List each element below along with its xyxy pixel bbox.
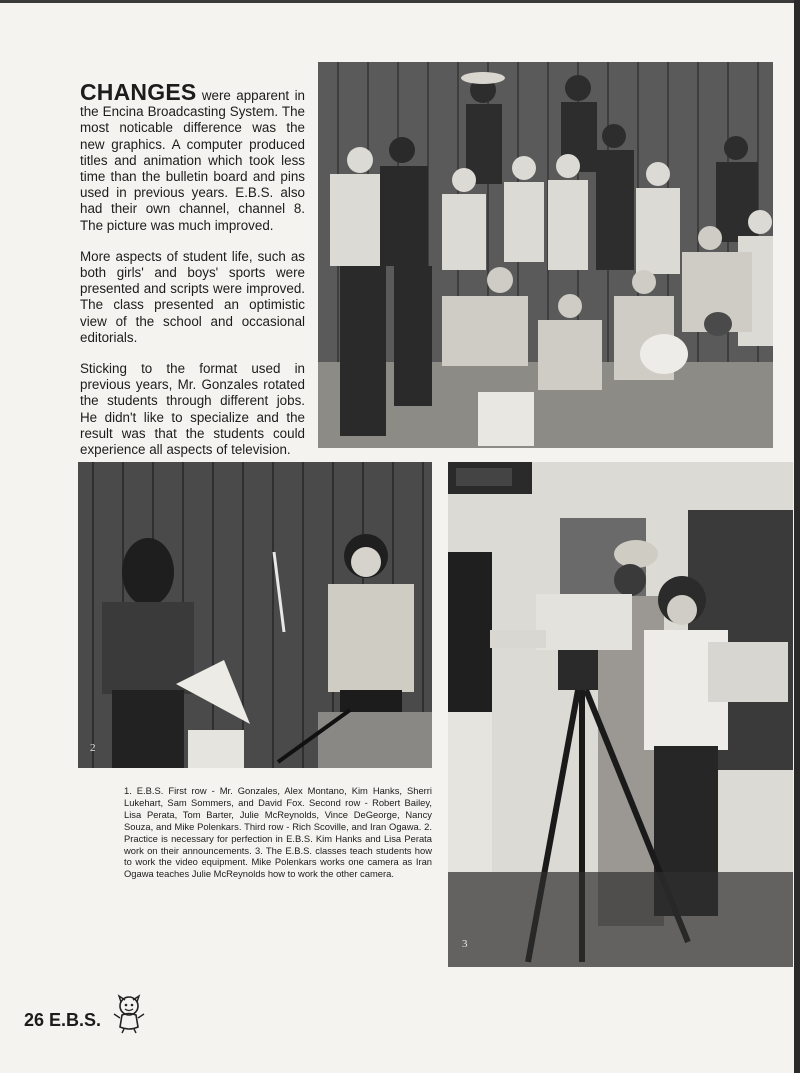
practice-photo-image [78,462,432,768]
article-column [80,79,305,473]
article-paragraph-3: Sticking to the format used in previous years, Mr. Gonzales rotated the students through different jobs. He didn't like to specialize and the result was that the students could experience all aspects of television. [80,361,305,458]
practice-photo [78,462,432,768]
scan-edge-right [794,0,800,1073]
camera-photo [448,462,793,967]
mascot-cartoon-icon [112,994,146,1034]
group-photo-image [318,62,773,448]
photo-2-number: 2 [90,742,96,754]
article-paragraph-2: More aspects of student life, such as both girls' and boys' sports were presented and scripts were improved. The class presented an optimistic view of the school and occasional editorials. [80,248,305,345]
group-photo [318,62,773,448]
photo-caption: 1. E.B.S. First row - Mr. Gonzales, Alex Montano, Kim Hanks, Sherri Lukehart, Sam Sommers, and David Fox. Second row - Robert Bailey, Lisa Perata, Tom Barter, Julie McReynolds, Vince DeGeorge, Nancy Souza, and Mike Polenkars. Third row - Rich Scoville, and Iran Ogawa. 2. Practice is necessary for perfection in E.B.S. Kim Hanks and Lisa Perata work on their announcements. 3. The E.B.S. classes teach students how to work the video equipment. Mike Polenkars works one camera as Iran Ogawa teaches Julie McReynolds how to work the other camera. [124,785,432,880]
scan-edge-top [0,0,800,3]
lead-word: CHANGES [80,79,197,105]
photo-3-number: 3 [462,938,468,950]
page-footer-label: 26 E.B.S. [24,1010,102,1030]
camera-photo-image [448,462,793,967]
article-paragraph-1 [80,79,305,234]
paragraph-1-text: were apparent in the Encina Broadcasting System. The most noticable difference was the new graphics. A computer produced titles and animation which took less time than the bulletin board and pins used in previous years. E.B.S. also had their own channel, channel 8. The picture was much improved. [80,88,305,233]
